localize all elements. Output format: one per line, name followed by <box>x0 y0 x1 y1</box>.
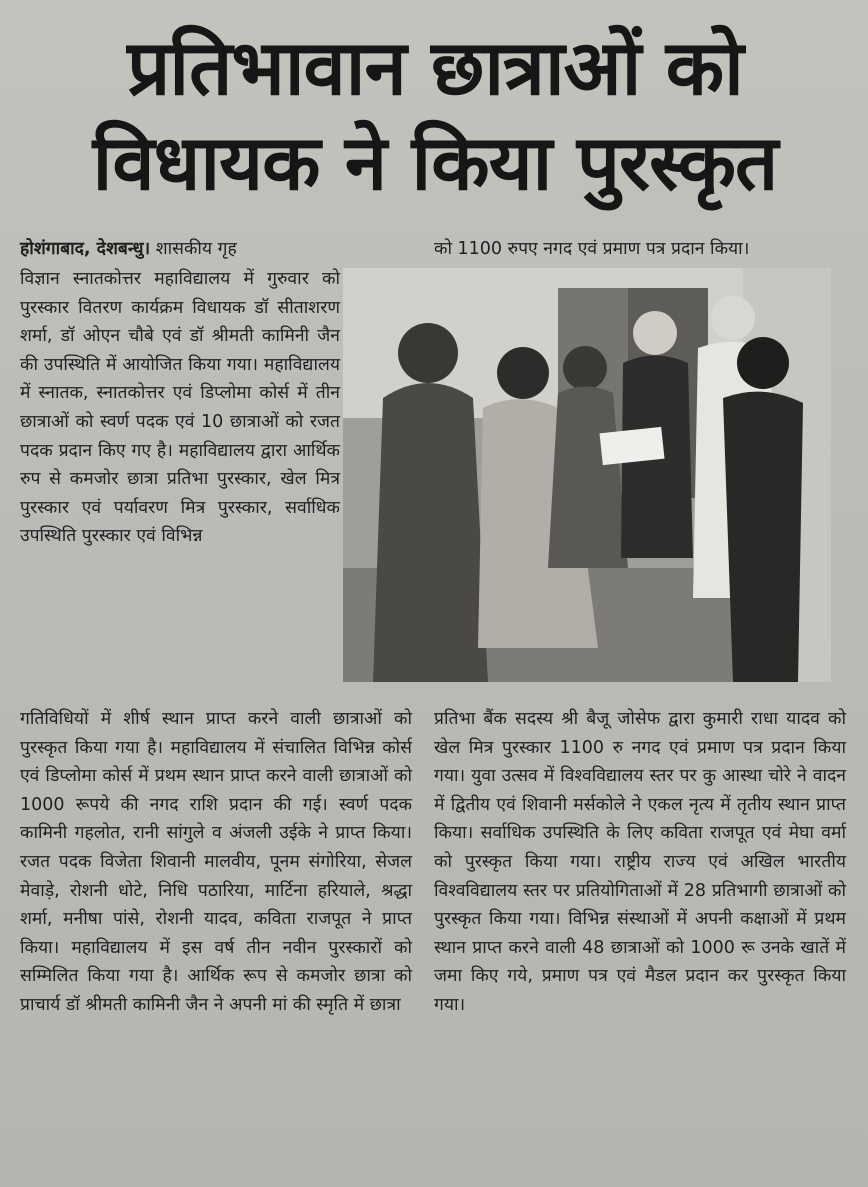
article-column-left-top <box>20 265 340 551</box>
article-column-right-top <box>434 235 844 264</box>
article-paragraph: गतिविधियों में शीर्ष स्थान प्राप्त करने वाली छात्राओं को पुरस्कृत किया गया है। महाविद्यालय में संचालित विभिन्न कोर्स एवं डिप्लोमा कोर्स में प्रथम स्थान प्राप्त करने वाली छात्राओं को 1000 रूपये की नगद राशि प्रदान की गई। स्वर्ण पदक कामिनी गहलोत, रानी सांगुले व अंजली उईके ने प्राप्त किया। रजत पदक विजेता शिवानी मालवीय, पूनम संगोरिया, सेजल मेवाड़े, रोशनी धोटे, निधि पठारिया, मार्टिना हरियाले, श्रद्धा शर्मा, मनीषा पांसे, रोशनी यादव, कविता राजपूत ने प्राप्त किया। महाविद्यालय में इस वर्ष तीन नवीन पुरस्कारों को सम्मिलित किया गया है। आर्थिक रूप से कमजोर छात्रा को प्राचार्य डॉ श्रीमती कामिनी जैन ने अपनी मां की स्मृति में छात्रा <box>20 709 412 1015</box>
article-column-right-bottom <box>434 705 846 1020</box>
headline-line-2: विधायक ने किया पुरस्कृत <box>92 118 778 207</box>
headline-line-1: प्रतिभावान छात्राओं को <box>127 23 743 112</box>
article-column-left-bottom <box>20 705 412 1020</box>
article-paragraph: प्रतिभा बैंक सदस्य श्री बैजू जोसेफ द्वारा कुमारी राधा यादव को खेल मित्र पुरस्कार 1100 रु नगद एवं प्रमाण पत्र प्रदान किया गया। युवा उत्सव में विश्वविद्यालय स्तर पर कु आस्था चोरे ने वादन में द्वितीय एवं शिवानी मर्सकोले ने एकल नृत्य में तृतीय स्थान प्राप्त किया। सर्वाधिक उपस्थिति के लिए कविता राजपूत एवं मेघा वर्मा को पुरस्कृत किया गया। राष्ट्रीय राज्य एवं अखिल भारतीय विश्वविद्यालय स्तर पर प्रतियोगिताओं में 28 प्रतिभागी छात्राओं को पुरस्कृत किया गया। विभिन्न संस्थाओं में अपनी कक्षाओं में प्रथम स्थान प्राप्त करने वाली 48 छात्राओं को 1000 रू उनके खातें में जमा किए गये, प्रमाण पत्र एवं मैडल प्रदान कर पुरस्कृत किया गया। <box>434 709 846 1015</box>
lead-line <box>20 235 412 264</box>
article-paragraph: को 1100 रुपए नगद एवं प्रमाण पत्र प्रदान किया। <box>434 239 750 259</box>
news-photo <box>343 268 831 682</box>
article-paragraph: विज्ञान स्नातकोत्तर महाविद्यालय में गुरुवार को पुरस्कार वितरण कार्यक्रम विधायक डॉ सीताशरण शर्मा, डॉ ओएन चौबे एवं डॉ श्रीमती कामिनी जैन की उपस्थिति में आयोजित किया गया। महाविद्यालय में स्नातक, स्नातकोत्तर एवं डिप्लोमा कोर्स में तीन छात्राओं को स्वर्ण पदक एवं 10 छात्राओं को रजत पदक प्रदान किए गए है। महाविद्यालय द्वारा आर्थिक रुप से कमजोर छात्रा प्रतिभा पुरस्कार, खेल मित्र पुरस्कार एवं पर्यावरण मित्र पुरस्कार, सर्वाधिक उपस्थिति पुरस्कार एवं विभिन्न <box>20 269 340 547</box>
award-ceremony-photo <box>343 268 831 682</box>
dateline: होशंगाबाद, देशबन्धु। <box>20 239 151 259</box>
lead-first-words: शासकीय गृह <box>155 239 237 259</box>
